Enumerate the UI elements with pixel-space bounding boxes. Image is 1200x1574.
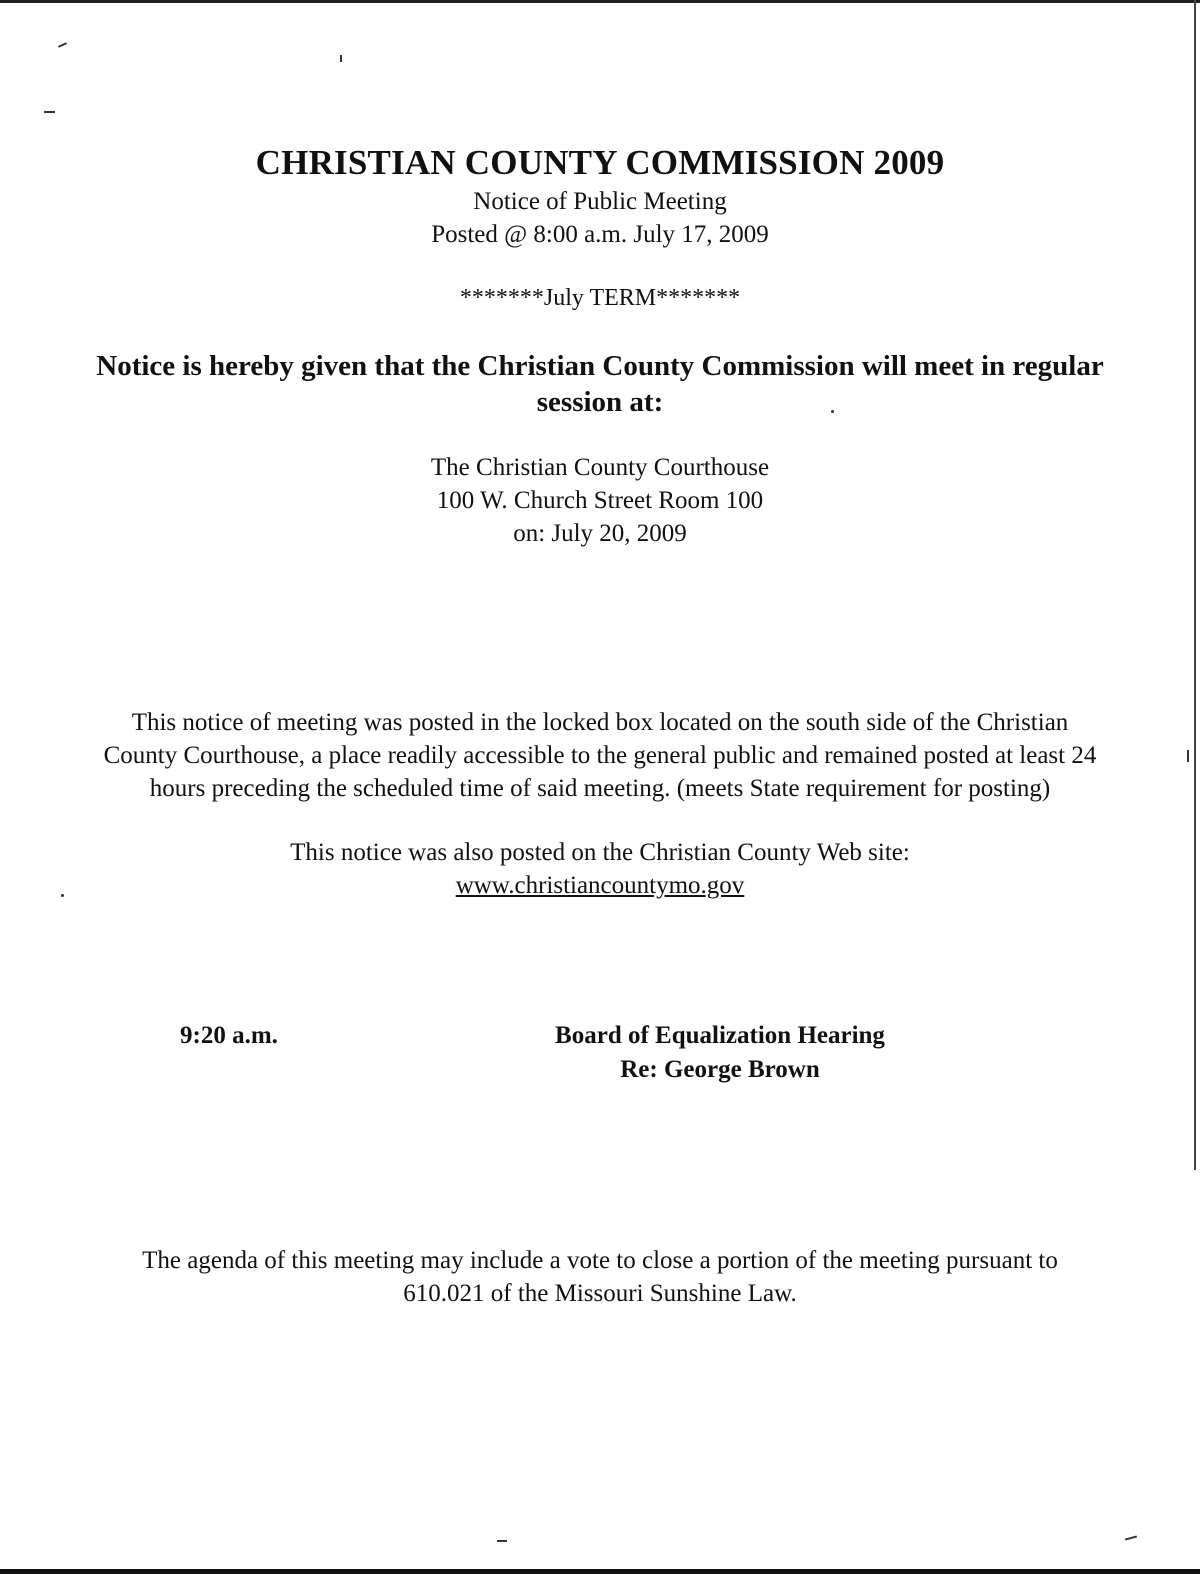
notice-heading	[0, 348, 1200, 420]
scan-speck	[497, 1540, 507, 1542]
closing-statement-line: The agenda of this meeting may include a vote to close a portion of the meeting pursuant to	[142, 1247, 1058, 1274]
notice-heading-line: session at:	[536, 386, 664, 418]
document-subtitle: Notice of Public Meeting	[473, 188, 727, 215]
posting-statement	[0, 706, 1200, 805]
web-notice	[0, 836, 1200, 902]
location-address: 100 W. Church Street Room 100	[436, 487, 764, 514]
scan-speck	[340, 55, 342, 62]
location-building: The Christian County Courthouse	[430, 454, 770, 481]
posting-statement-line: This notice of meeting was posted in the locked box located on the south side of the Christian	[131, 709, 1069, 736]
posting-statement-line: hours preceding the scheduled time of said meeting. (meets State requirement for posting)	[149, 775, 1051, 802]
agenda-item-subject: Re: George Brown	[620, 1056, 820, 1083]
scan-speck	[58, 42, 67, 48]
website-link[interactable]: www.christiancountymo.gov	[455, 872, 745, 899]
closing-statement-line: 610.021 of the Missouri Sunshine Law.	[403, 1280, 797, 1307]
scan-edge-top	[0, 0, 1200, 3]
closing-statement	[0, 1244, 1200, 1310]
web-notice-text: This notice was also posted on the Christian County Web site:	[290, 839, 910, 866]
notice-heading-line: Notice is hereby given that the Christian County Commission will meet in regular	[96, 350, 1104, 382]
agenda-time: 9:20 a.m.	[180, 1022, 278, 1049]
agenda-item	[470, 1019, 970, 1087]
scan-speck	[1125, 1535, 1137, 1540]
scan-edge-bottom	[0, 1569, 1200, 1574]
meeting-location	[0, 451, 1200, 550]
term-label: *******July TERM*******	[459, 285, 741, 311]
document-title: CHRISTIAN COUNTY COMMISSION 2009	[255, 143, 945, 182]
scan-speck	[44, 111, 55, 113]
meeting-date: on: July 20, 2009	[513, 520, 687, 547]
posted-timestamp: Posted @ 8:00 a.m. July 17, 2009	[431, 221, 769, 248]
agenda-item-title: Board of Equalization Hearing	[555, 1022, 885, 1049]
posting-statement-line: County Courthouse, a place readily accessible to the general public and remained posted at least 24	[103, 742, 1097, 769]
